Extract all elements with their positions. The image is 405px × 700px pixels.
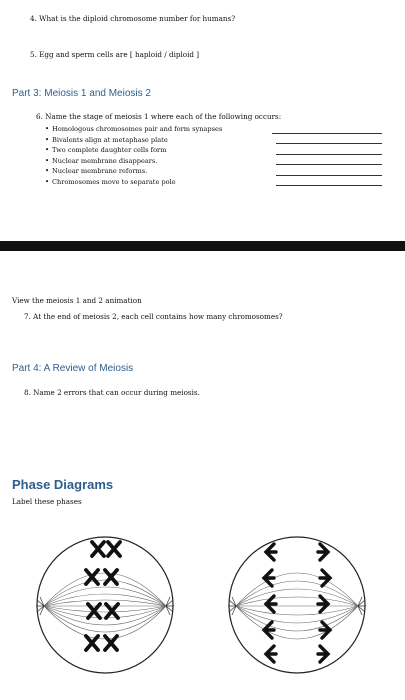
bullet-icon: •: [45, 177, 50, 186]
bullet-icon: •: [45, 167, 50, 175]
bullet-icon: •: [45, 146, 50, 154]
bullet-icon: •: [45, 135, 50, 144]
stage-list: [45, 124, 382, 187]
question-4: 4. What is the diploid chromosome number for humans?: [30, 14, 236, 23]
phase-instruction: Label these phases: [12, 497, 82, 506]
phase-diagram-metaphase: [30, 530, 180, 680]
page-divider-band: [0, 241, 405, 251]
list-item: • Nuclear membrane disappears.: [52, 156, 382, 167]
part4-heading: Part 4: A Review of Meiosis: [12, 363, 134, 374]
list-item: • Homologous chromosomes pair and form synapses: [52, 124, 382, 135]
question-5: 5. Egg and sperm cells are [ haploid / diploid ]: [30, 50, 200, 59]
question-8: 8. Name 2 errors that can occur during meiosis.: [24, 388, 200, 397]
bullet-icon: •: [45, 125, 50, 133]
chromosome-pairs: [86, 542, 120, 650]
phase-diagram-anaphase: [222, 530, 372, 680]
animation-instruction: View the meiosis 1 and 2 animation: [12, 296, 142, 305]
answer-blank[interactable]: [276, 164, 382, 165]
part3-heading: Part 3: Meiosis 1 and Meiosis 2: [12, 88, 151, 99]
phase-diagrams-heading: Phase Diagrams: [12, 477, 114, 492]
answer-blank[interactable]: [272, 133, 382, 134]
answer-blank[interactable]: [276, 185, 382, 186]
list-item: • Two complete daughter cells form: [52, 145, 382, 156]
question-7: 7. At the end of meiosis 2, each cell contains how many chromosomes?: [24, 312, 283, 321]
answer-blank[interactable]: [276, 175, 382, 176]
answer-blank[interactable]: [276, 154, 382, 155]
bullet-icon: •: [45, 156, 50, 165]
answer-blank[interactable]: [276, 143, 382, 144]
question-6: 6. Name the stage of meiosis 1 where each of the following occurs:: [36, 112, 282, 121]
list-item: • Nuclear membrane reforms.: [52, 166, 382, 177]
list-item: • Bivalents align at metaphase plate: [52, 135, 382, 146]
separating-chromosomes: [264, 544, 330, 662]
list-item: • Chromosomes move to separate pole: [52, 177, 382, 188]
